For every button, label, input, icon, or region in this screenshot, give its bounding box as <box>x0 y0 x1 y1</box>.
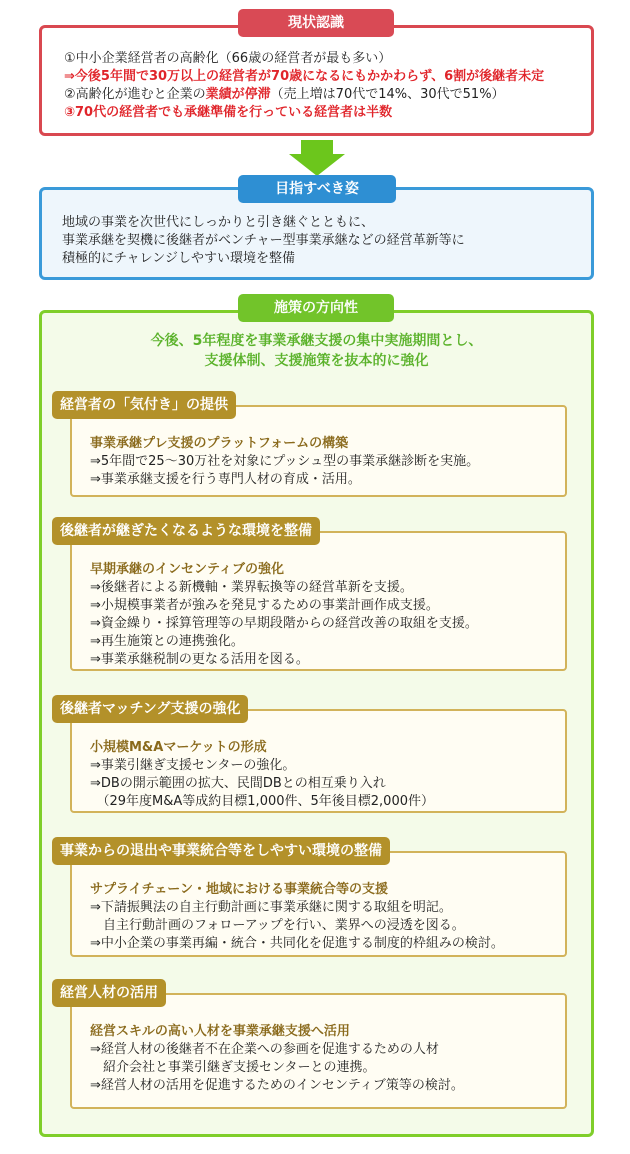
list-item: ⇒事業引継ぎ支援センターの強化。 <box>90 758 296 773</box>
policy-section-3 <box>70 709 567 813</box>
list-item: ⇒下請振興法の自主行動計画に事業承継に関する取組を明記。 <box>90 900 452 915</box>
list-item: ⇒中小企業の事業再編・統合・共同化を促進する制度的枠組みの検討。 <box>90 936 504 951</box>
policy-lead-line-1: 今後、5年程度を事業承継支援の集中実施期間とし、 <box>150 333 483 349</box>
policy-box <box>39 310 594 1137</box>
current-status-box <box>39 25 594 136</box>
target-label: 目指すべき姿 <box>238 175 396 203</box>
policy-section-4-label: 事業からの退出や事業統合等をしやすい環境の整備 <box>52 837 390 865</box>
policy-section-5-items <box>90 1041 464 1095</box>
policy-section-5 <box>70 993 567 1109</box>
policy-section-3-heading: 小規模M&Aマーケットの形成 <box>90 740 267 755</box>
current-status-label: 現状認識 <box>238 9 394 37</box>
list-item: ⇒再生施策との連携強化。 <box>90 634 244 649</box>
policy-lead <box>42 331 591 371</box>
policy-section-1-label: 経営者の「気付き」の提供 <box>52 391 236 419</box>
target-line-2: 事業承継を契機に後継者がベンチャー型事業承継などの経営革新等に <box>62 233 465 248</box>
list-item: ⇒5年間で25〜30万社を対象にプッシュ型の事業承継診断を実施。 <box>90 454 480 469</box>
current-line-3 <box>64 86 544 104</box>
list-item: ⇒経営人材の後継者不在企業への参画を促進するための人材 <box>90 1042 439 1057</box>
current-line-1: ①中小企業経営者の高齢化（66歳の経営者が最も多い） <box>64 51 392 66</box>
current-line-3-red: 業績が停滞 <box>205 87 271 102</box>
target-lines <box>62 214 465 268</box>
policy-lead-line-2: 支援体制、支援施策を抜本的に強化 <box>204 353 429 369</box>
current-status-lines <box>64 50 544 122</box>
policy-section-1-items <box>90 453 479 489</box>
policy-label: 施策の方向性 <box>238 294 394 322</box>
current-line-3-post: （売上増は70代で14%、30代で51%） <box>270 87 505 102</box>
policy-section-2 <box>70 531 567 671</box>
policy-section-2-heading: 早期承継のインセンティブの強化 <box>90 562 284 577</box>
list-item: ⇒経営人材の活用を促進するためのインセンティブ策等の検討。 <box>90 1078 464 1093</box>
policy-section-5-label: 経営人材の活用 <box>52 979 166 1007</box>
policy-section-3-items <box>90 757 434 811</box>
list-item: ⇒事業承継支援を行う専門人材の育成・活用。 <box>90 472 361 487</box>
list-item: ⇒DBの開示範囲の拡大、民間DBとの相互乗り入れ <box>90 776 386 791</box>
policy-section-2-label: 後継者が継ぎたくなるような環境を整備 <box>52 517 320 545</box>
down-arrow-icon <box>289 140 345 176</box>
current-line-2: ⇒今後5年間で30万以上の経営者が70歳になるにもかかわらず、6割が後継者未定 <box>64 69 545 84</box>
policy-section-1-heading: 事業承継プレ支援のプラットフォームの構築 <box>90 436 349 451</box>
policy-section-3-label: 後継者マッチング支援の強化 <box>52 695 248 723</box>
policy-section-4-heading: サプライチェーン・地域における事業統合等の支援 <box>90 882 388 897</box>
target-line-3: 積極的にチャレンジしやすい環境を整備 <box>62 251 295 266</box>
list-item: ⇒資金繰り・採算管理等の早期段階からの経営改善の取組を支援。 <box>90 616 478 631</box>
current-line-4: ③70代の経営者でも承継準備を行っている経営者は半数 <box>64 105 393 120</box>
list-item: ⇒事業承継税制の更なる活用を図る。 <box>90 652 309 667</box>
policy-section-2-items <box>90 579 478 669</box>
policy-section-4-items <box>90 899 504 953</box>
list-item: ⇒小規模事業者が強みを発見するための事業計画作成支援。 <box>90 598 439 613</box>
list-item: 自主行動計画のフォローアップを行い、業界への浸透を図る。 <box>90 918 465 933</box>
list-item: ⇒後継者による新機軸・業界転換等の経営革新を支援。 <box>90 580 413 595</box>
list-item: 紹介会社と事業引継ぎ支援センターとの連携。 <box>90 1060 376 1075</box>
target-line-1: 地域の事業を次世代にしっかりと引き継ぐとともに、 <box>62 215 375 230</box>
policy-section-4 <box>70 851 567 957</box>
policy-section-5-heading: 経営スキルの高い人材を事業承継支援へ活用 <box>90 1024 350 1039</box>
list-item: （29年度M&A等成約目標1,000件、5年後目標2,000件） <box>90 794 434 809</box>
current-line-3-pre: ②高齢化が進むと企業の <box>64 87 206 102</box>
